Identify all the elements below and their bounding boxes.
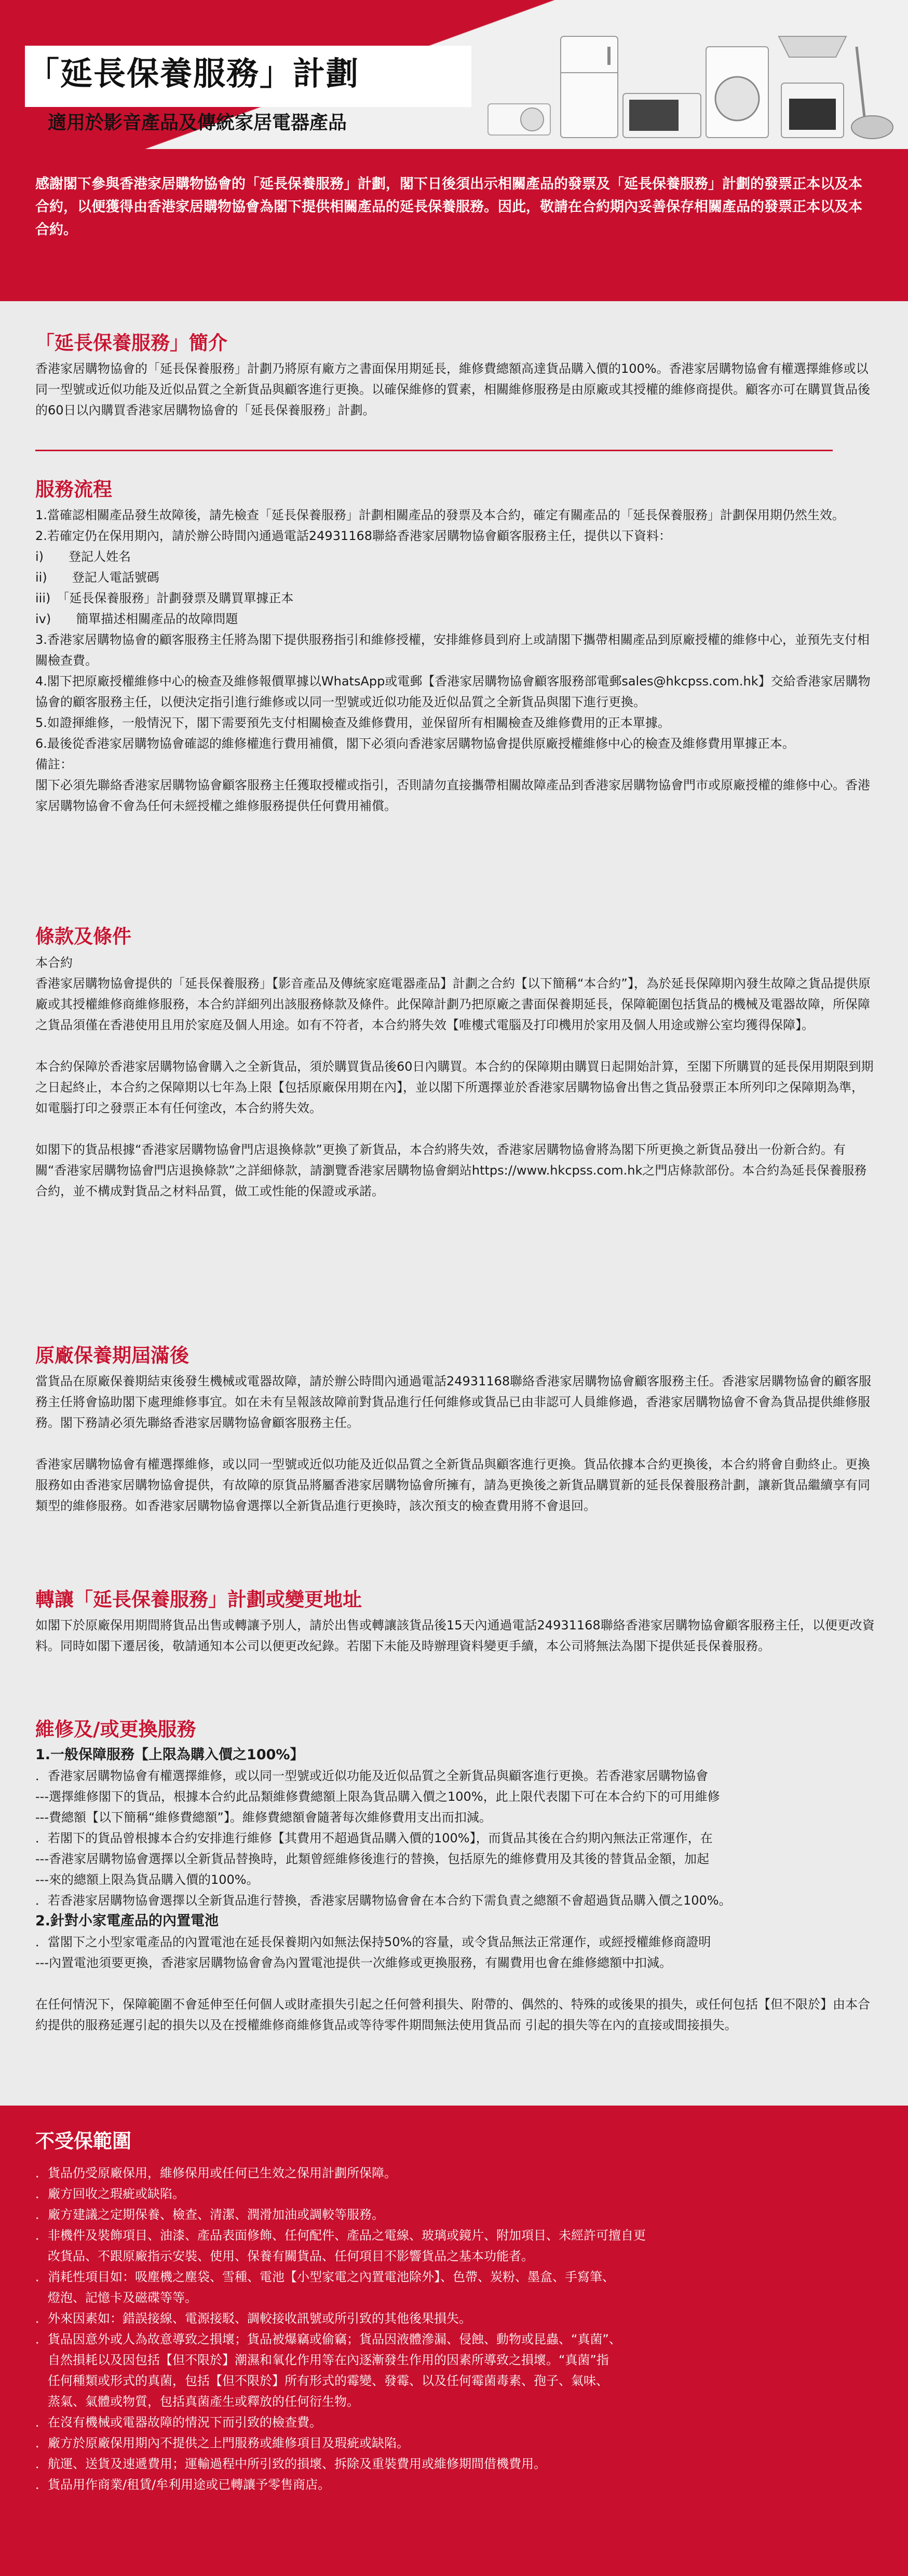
- process-step: 4.閣下把原廠授權維修中心的檢查及維修報價單據以WhatsApp或電郵【香港家居購物協會顧客服務部電郵sales@hkcpss.com.hk】交給香港家居購物協會的顧客服務主任，以便決定指引進行維修或以同一型號或近似功能及近似品質之全新貨品與閣下進行更換。: [35, 674, 871, 709]
- exclusion-item: ．廠方於原廠保用期內不提供之上門服務或維修項目及瑕疵或缺陷。: [35, 2436, 409, 2450]
- section-divider: [35, 450, 833, 451]
- summary-text: 香港家居購物協會的「延長保養服務」計劃乃將原有廠方之書面保用期延長，維修費總額高達貨品購入價的100%。香港家居購物協會有權選擇維修或以同一型號或近似功能及近似品質之全新貨品與顧客進行更換。以確保維修的質素，相關維修服務是由原廠或其授權的維修商提供。顧客亦可在購買貨品後的60日以內購買香港家居購物協會的「延長保養服務」計劃。: [35, 361, 870, 417]
- repair-line: ．若閣下的貨品曾根據本合約安排進行維修【其費用不超過貨品購入價的100%】，而貨品其後在合約期內無法正常運作，在: [35, 1831, 713, 1845]
- process-note-label: 備註：: [35, 757, 73, 772]
- page-subtitle: 適用於影音產品及傳統家居電器產品: [48, 112, 347, 133]
- exclusion-item: ．廠方建議之定期保養、檢查、清潔、潤滑加油或調較等服務。: [35, 2207, 384, 2222]
- repair-title: 維修及/或更換服務: [35, 1718, 196, 1741]
- intro-text: 感謝閣下參與香港家居購物協會的「延長保養服務」計劃，閣下日後須出示相關產品的發票及「延長保養服務」計劃的發票正本以及本合約，以便獲得由香港家居購物協會為閣下提供相關產品的延長保養服務。因此，敬請在合約期內妥善保存相關產品的發票正本以及本合約。: [35, 176, 862, 238]
- repair-line: ---費總額【以下簡稱“維修費總額”】。維修費總額會隨著每次維修費用支出而扣減。: [35, 1810, 492, 1825]
- transfer-text: 如閣下於原廠保用期間將貨品出售或轉讓予別人，請於出售或轉讓該貨品後15天內通過電話24931168聯絡香港家居購物協會顧客服務主任，以便更改資料。同時如閣下遷居後，敬請通知本公司以便更改紀錄。若閣下未能及時辦理資料變更手續，本公司將無法為閣下提供延長保養服務。: [35, 1618, 875, 1653]
- exclusions-title: 不受保範圍: [35, 2130, 131, 2152]
- process-step: 5.如證揮維修，一般情況下，閣下需要預先支付相關檢查及維修費用，並保留所有相關檢查及維修費用的正本單據。: [35, 716, 670, 730]
- terms-text: [35, 952, 875, 1202]
- exclusion-item: ．消耗性項目如：吸塵機之塵袋、雪種、電池【小型家電之內置電池除外】、色帶、炭粉、墨盒、手寫筆、: [35, 2270, 615, 2284]
- exclusion-item: 任何種類或形式的真菌，包括【但不限於】所有形式的霉變、發霉、以及任何霉菌毒素、孢子、氣味、: [35, 2373, 608, 2388]
- exclusion-item: ．外來因素如：錯誤接線、電源接駁、調較接收訊號或所引致的其他後果損失。: [35, 2311, 471, 2326]
- repair-text: [35, 1745, 875, 2035]
- exclusion-item: 蒸氣、氣體或物質，包括真菌產生或釋放的任何衍生物。: [35, 2394, 359, 2409]
- repair-heading-battery: 2.針對小家電產品的內置電池: [35, 1913, 219, 1929]
- exclusion-item: 改貨品、不跟原廠指示安裝、使用、保養有關貨品、任何項目不影響貨品之基本功能者。: [35, 2249, 534, 2263]
- terms-paragraph: 本合約保障於香港家居購物協會購入之全新貨品，須於購買貨品後60日內購買。本合約的保障期由購買日起開始計算，至閣下所購買的延長保用期限到期之日起終止，本合約之保障期以七年為上限【包括原廠保用期在內】，並以閣下所選擇並於香港家居購物協會出售之貨品發票正本所列印之保障期為準，如電腦打印之發票正本有任何塗改，本合約將失效。: [35, 1059, 874, 1115]
- exclusion-item: 自然損耗以及因包括【但不限於】潮濕和氧化作用等在內逐漸發生作用的因素所導致之損壞。“真菌”指: [35, 2353, 609, 2367]
- process-step: iii) 「延長保養服務」計劃發票及購買單據正本: [35, 591, 294, 605]
- process-step: ii) 登記人電話號碼: [35, 570, 159, 585]
- terms-paragraph: 香港家居購物協會提供的「延長保養服務」【影音產品及傳統家庭電器產品】計劃之合約【以下簡稱“本合約”】，為於延長保障期內發生故障之貨品提供原廠或其授權維修商維修服務，本合約詳細列出該服務條款及條件。此保障計劃乃把原廠之書面保養期延長，保障範圍包括貨品的機械及電器故障，所保障之貨品須僅在香港使用且用於家庭及個人用途。如有不符者，本合約將失效【唯樓式電腦及打印機用於家用及個人用途或辦公室均獲得保障】。: [35, 976, 871, 1032]
- page-title: 「延長保養服務」計劃: [27, 55, 360, 92]
- repair-note: 在任何情況下，保障範圍不會延伸至任何個人或財產損失引起之任何營利損失、附帶的、偶然的、特殊的或後果的損失，或任何包括【但不限於】由本合約提供的服務延遲引起的損失以及在授權維修商維修貨品或等待零件期間無法使用貨品而 引起的損失等在內的直接或間接損失。: [35, 1997, 870, 2032]
- transfer-title: 轉讓「延長保養服務」計劃或變更地址: [35, 1588, 362, 1611]
- process-step: 6.最後從香港家居購物協會確認的維修權進行費用補償，閣下必須向香港家居購物協會提供原廠授權維修中心的檢查及維修費用單據正本。: [35, 736, 795, 751]
- exclusion-item: ．貨品仍受原廠保用，維修保用或任何已生效之保用計劃所保障。: [35, 2166, 397, 2180]
- repair-line: ．當閣下之小型家電產品的內置電池在延長保養期內如無法保持50%的容量，或令貨品無法正常運作，或經授權維修商證明: [35, 1935, 711, 1949]
- exclusion-item: ．航運、送貨及速遞費用；運輸過程中所引致的損壞、拆除及重裝費用或維修期間借機費用。: [35, 2457, 546, 2471]
- exclusions-banner: [0, 2106, 908, 2576]
- exclusion-item: 燈泡、記憶卡及磁碟等等。: [35, 2290, 197, 2305]
- terms-paragraph: 如閣下的貨品根據“香港家居購物協會門店退換條款”更換了新貨品，本合約將失效，香港家居購物協會將為閣下所更換之新貨品發出一份新合約。有關“香港家居購物協會門店退換條款”之詳細條款，請瀏覽香港家居購物協會網站https://www.hkcpss.com.hk之門店條款部份。本合約為延長保養服務合約，並不構成對貨品之材料品質，做工或性能的保證或承諾。: [35, 1142, 867, 1198]
- process-note: 閣下必須先聯絡香港家居購物協會顧客服務主任獲取授權或指引，否則請勿直接攜帶相關故障產品到香港家居購物協會門市或原廠授權的維修中心。香港家居購物協會不會為任何未經授權之維修服務提供任何費用補償。: [35, 778, 870, 813]
- expiry-paragraph: 香港家居購物協會有權選擇維修，或以同一型號或近似功能及近似品質之全新貨品與顧客進行更換。貨品依據本合約更換後，本合約將會自動終止。更換服務如由香港家居購物協會提供，有故障的原貨品將屬香港家居購物協會所擁有，請為更換後之新貨品購買新的延長保養服務計劃，讓新貨品繼續享有同類型的維修服務。如香港家居購物協會選擇以全新貨品進行更換時，該次預支的檢查費用將不會退回。: [35, 1457, 870, 1513]
- expiry-title: 原廠保養期屆滿後: [35, 1344, 189, 1367]
- expiry-paragraph: 當貨品在原廠保養期結束後發生機械或電器故障，請於辦公時間內通過電話24931168聯絡香港家居購物協會顧客服務主任。香港家居購物協會的顧客服務主任將會協助閣下處理維修事宜。如在未有呈報該故障前對貨品進行任何維修或貨品已由非認可人員維修過，香港家居購物協會不會為貨品提供維修服務。閣下務請必須先聯絡香港家居購物協會顧客服務主任。: [35, 1374, 872, 1430]
- repair-line: ---香港家居購物協會選擇以全新貨品替換時，此類曾經維修後進行的替換，包括原先的維修費用及其後的替貨品金額，加起: [35, 1852, 709, 1866]
- summary-title: 「延長保養服務」簡介: [35, 332, 227, 354]
- process-steps: [35, 505, 875, 816]
- exclusion-item: ．貨品因意外或人為故意導致之損壞；貨品被爆竊或偷竊；貨品因液體滲漏、侵蝕、動物或昆蟲、“真菌”、: [35, 2332, 621, 2346]
- exclusion-item: ．貨品用作商業/租賃/牟利用途或已轉讓予零售商店。: [35, 2477, 331, 2492]
- repair-heading-general: 1.一般保障服務【上限為購入價之100%】: [35, 1747, 304, 1763]
- exclusion-item: ．在沒有機械或電器故障的情況下而引致的檢查費。: [35, 2415, 322, 2430]
- terms-paragraph: 本合約: [35, 955, 73, 970]
- terms-title: 條款及條件: [35, 925, 131, 948]
- process-step: iv) 簡單描述相關產品的故障問題: [35, 612, 238, 626]
- expiry-text: [35, 1371, 875, 1516]
- process-title: 服務流程: [35, 478, 112, 501]
- repair-line: ---選擇維修閣下的貨品，根據本合約此品類維修費總額上限為貨品購入價之100%，此上限代表閣下可在本合約下的可用維修: [35, 1789, 720, 1804]
- repair-line: ．香港家居購物協會有權選擇維修，或以同一型號或近似功能及近似品質之全新貨品與顧客進行更換。若香港家居購物協會: [35, 1769, 708, 1783]
- appliances-illustration: [483, 16, 898, 140]
- repair-line: ---內置電池須要更換，香港家居購物協會會為內置電池提供一次維修或更換服務，有關費用也會在維修總額中扣減。: [35, 1955, 672, 1970]
- process-step: 2.若確定仍在保用期內，請於辦公時間內通過電話24931168聯絡香港家居購物協會顧客服務主任，提供以下資料：: [35, 529, 672, 543]
- intro-banner: [0, 149, 908, 301]
- process-step: 1.當確認相關產品發生故障後，請先檢查「延長保養服務」計劃相關產品的發票及本合約，確定有關產品的「延長保養服務」計劃保用期仍然生效。: [35, 508, 845, 522]
- exclusions-list: [35, 2163, 845, 2495]
- exclusion-item: ．非機件及裝飾項目、油漆、產品表面修飾、任何配件、產品之電線、玻璃或鏡片、附加項目、未經許可擅自更: [35, 2228, 646, 2243]
- exclusion-item: ．廠方回收之瑕疵或缺陷。: [35, 2187, 185, 2201]
- header-banner: [0, 0, 908, 149]
- repair-line: ．若香港家居購物協會選擇以全新貨品進行替換，香港家居購物協會會在本合約下需負責之總額不會超過貨品購入價之100%。: [35, 1893, 731, 1908]
- repair-line: ---來的總額上限為貨品購入價的100%。: [35, 1872, 259, 1887]
- process-step: 3.香港家居購物協會的顧客服務主任將為閣下提供服務指引和維修授權，安排維修員到府上或請閣下攜帶相關產品到原廠授權的維修中心，並預先支付相關檢查費。: [35, 632, 870, 668]
- process-step: i) 登記人姓名: [35, 549, 131, 564]
